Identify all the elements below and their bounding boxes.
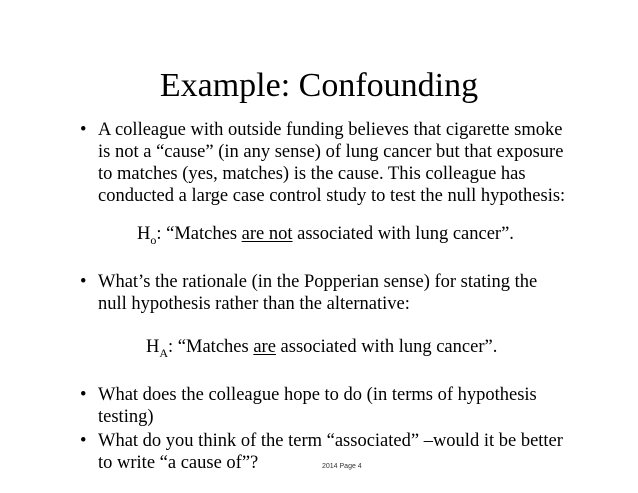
hypothesis-symbol: H xyxy=(146,337,160,357)
page-footer: 2014 Page 4 xyxy=(322,463,362,470)
hypothesis-text-pre: : “Matches xyxy=(156,224,242,244)
bullet-marker: • xyxy=(80,385,87,405)
null-hypothesis xyxy=(137,223,514,245)
bullet-item xyxy=(80,384,570,428)
bullet-text: A colleague with outside funding believes that cigarette smoke is not a “cause” (in any sense) of lung cancer but that exposure to matches (yes, matches) is the cause. This colleague has conducted a large case control study to test the null hypothesis: xyxy=(98,120,566,206)
hypothesis-text-post: associated with lung cancer”. xyxy=(275,337,498,357)
hypothesis-text-post: associated with lung cancer”. xyxy=(292,224,514,244)
bullet-text: What does the colleague hope to do (in terms of hypothesis testing) xyxy=(98,385,537,427)
hypothesis-underlined-text: are xyxy=(253,337,276,357)
bullet-item xyxy=(80,271,570,315)
slide-title: Example: Confounding xyxy=(159,67,479,104)
hypothesis-symbol: H xyxy=(137,224,151,244)
bullet-marker: • xyxy=(80,272,87,292)
bullet-marker: • xyxy=(80,120,87,140)
alternative-hypothesis xyxy=(146,336,497,358)
hypothesis-subscript: A xyxy=(159,346,169,360)
hypothesis-subscript: o xyxy=(150,233,157,247)
bullet-text: What do you think of the term “associated” –would it be better to write “a cause of”? xyxy=(98,431,563,473)
bullet-item xyxy=(80,119,570,207)
hypothesis-text-pre: : “Matches xyxy=(168,337,254,357)
hypothesis-underlined-text: are not xyxy=(241,224,293,244)
bullet-text: What’s the rationale (in the Popperian sense) for stating the null hypothesis rather than the alternative: xyxy=(98,272,538,314)
bullet-marker: • xyxy=(80,431,87,451)
